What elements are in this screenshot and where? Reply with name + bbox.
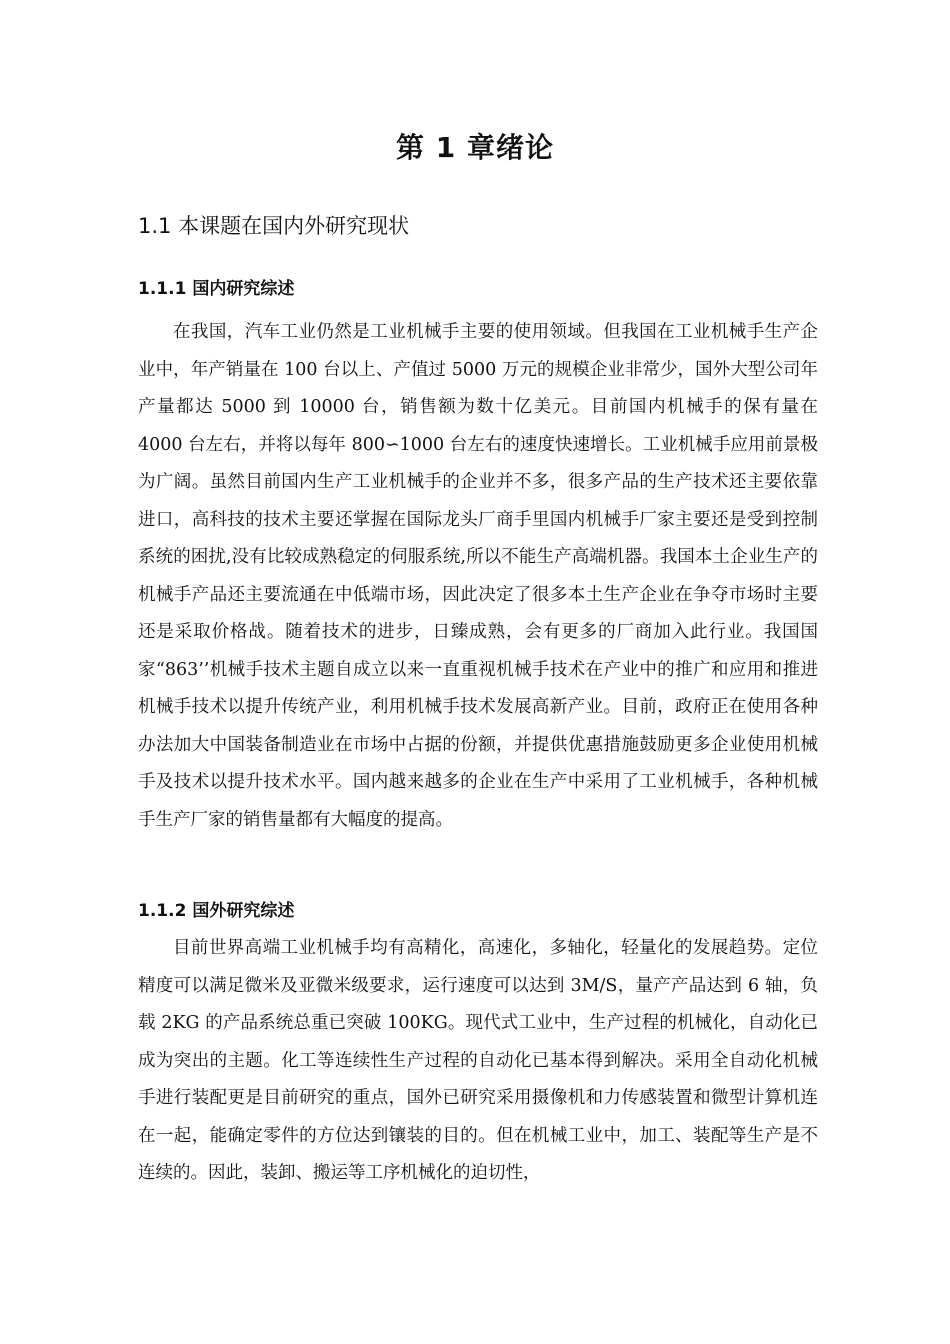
paragraph-foreign-research: 目前世界高端工业机械手均有高精化，高速化，多轴化，轻量化的发展趋势。定位精度可以满足微米及亚微米级要求，运行速度可以达到 3M/S，量产产品达到 6 轴，负载 2KG 的产品系统总重已突破 100KG。现代式工业中，生产过程的机械化，自动化已成为突出的主题。化工等连续性生产过程的自动化已基本得到解决。采用全自动化机械手进行装配更是目前研究的重点，国外已研究采用摄像机和力传感装置和微型计算机连在一起，能确定零件的方位达到镶装的目的。但在机械工业中，加工、装配等生产是不连续的。因此，装卸、搬运等工序机械化的迫切性， <box>138 938 818 1183</box>
subsection-title-foreign: 1.1.2 国外研究综述 <box>138 901 295 921</box>
paragraph-domestic-research: 在我国，汽车工业仍然是工业机械手主要的使用领域。但我国在工业机械手生产企业中，年产销量在 100 台以上、产值过 5000 万元的规模企业非常少，国外大型公司年产量都达 5000 到 10000 台，销售额为数十亿美元。目前国内机械手的保有量在 4000 台左右，并将以每年 800∽1000 台左右的速度快速增长。工业机械手应用前景极为广阔。虽然目前国内生产工业机械手的企业并不多，很多产品的生产技术还主要依靠进口，高科技的技术主要还掌握在国际龙头厂商手里国内机械手厂家主要还是受到控制系统的困扰,没有比较成熟稳定的伺服系统,所以不能生产高端机器。我国本土企业生产的机械手产品还主要流通在中低端市场，因此决定了很多本土生产企业在争夺市场时主要还是采取价格战。随着技术的进步，日臻成熟，会有更多的厂商加入此行业。我国国家“863’’机械手技术主题自成立以来一直重视机械手技术在产业中的推广和应用和推进机械手技术以提升传统产业，利用机械手技术发展高新产业。目前，政府正在使用各种办法加大中国装备制造业在市场中占据的份额，并提供优惠措施鼓励更多企业使用机械手及技术以提升技术水平。国内越来越多的企业在生产中采用了工业机械手，各种机械手生产厂家的销售量都有大幅度的提高。 <box>138 322 818 830</box>
subsection-title-domestic: 1.1.1 国内研究综述 <box>138 279 295 299</box>
chapter-title: 第 1 章绪论 <box>396 131 554 164</box>
section-title: 1.1 本课题在国内外研究现状 <box>138 214 410 238</box>
